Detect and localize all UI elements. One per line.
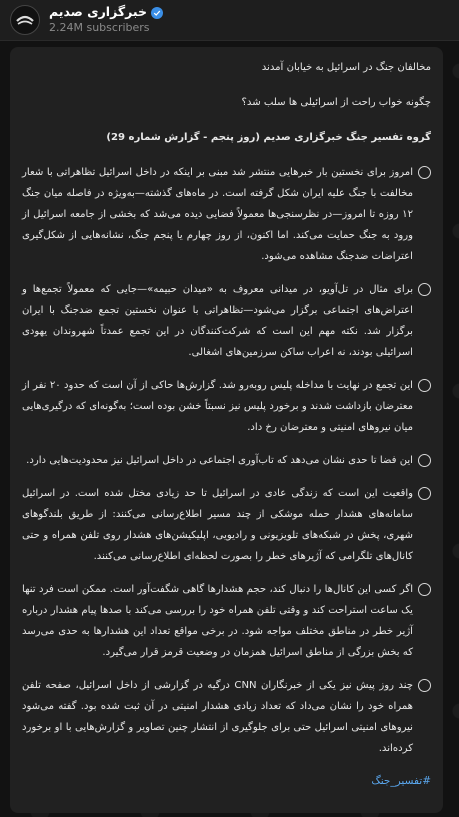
emoji-bullet-icon [418, 454, 431, 467]
message-question: چگونه خواب راحت از اسرائیلی ها سلب شد؟ [241, 97, 431, 108]
message-bubble[interactable] [10, 47, 443, 813]
verified-check-icon [151, 7, 163, 19]
message-paragraph [22, 162, 431, 267]
message-paragraph [22, 450, 431, 471]
emoji-bullet-icon [418, 166, 431, 179]
message-paragraph [22, 375, 431, 438]
subscriber-count: 2.24M subscribers [49, 20, 150, 34]
paragraph-text: برای مثال در تل‌آویو، در میدانی معروف به «میدان حبیمه»—جایی که معمولاً تجمع‌ها و اعتراض‌های اجتماعی برگزار می‌شود—تظاهراتی با عنوان نخستین تجمع ضدجنگ با ایران برگزار شد. نکته مهم این است که شرکت‌کنندگان در این تجمع عمدتاً شهروندان یهودی اسرائیلی بودند، نه اعراب ساکن سرزمین‌های اشغالی. [22, 284, 413, 358]
paragraph-text: واقعیت این است که زندگی عادی در اسرائیل تا حد زیادی مختل شده است. در اسرائیل سامانه‌های هشدار حمله موشکی از چند مسیر اطلاع‌رسانی می‌کنند: از طریق بلندگوهای شهری، پخش در شبکه‌های تلویزیونی و رادیویی، اپلیکیشن‌های هشدار روی تلفن همراه و حتی کانال‌های تلگرامی که آژیرهای خطر را بصورت لحظه‌ای اطلاع‌رسانی می‌کنند. [22, 488, 413, 562]
emoji-bullet-icon [418, 679, 431, 692]
message-headline: مخالفان جنگ در اسرائیل به خیابان آمدند [261, 62, 431, 73]
logo-avatar-icon[interactable] [10, 5, 40, 35]
message-report-title: گروه تفسیر جنگ خبرگزاری صدیم (روز پنجم - گزارش شماره 29) [106, 132, 431, 143]
emoji-bullet-icon [418, 487, 431, 500]
paragraph-text: اگر کسی این کانال‌ها را دنبال کند، حجم هشدارها گاهی شگفت‌آور است. ممکن است فرد تنها یک ساعت استراحت کند و وقتی تلفن همراه خود را بررسی می‌کند با صدها پیام هشدار درباره آژیر خطر در مناطق مختلف مواجه شود. در برخی مواقع تعداد این هشدارها به حدی می‌رسد که بخش بزرگی از مناطق اسرائیل همزمان در وضعیت قرمز قرار می‌گیرد. [22, 584, 413, 658]
paragraph-text: امروز برای نخستین بار خبرهایی منتشر شد مبنی بر اینکه در داخل اسرائیل تظاهراتی با شعار مخالفت با جنگ علیه ایران شکل گرفته است. در ماه‌های گذشته—به‌ویژه در فاصله میان جنگ ۱۲ روزه تا امروز—در نظرسنجی‌ها معمولاً فضایی دیده می‌شد که بخشی از جامعه اسرائیل از ورود به جنگ حمایت می‌کند. اما اکنون، از روز چهارم یا پنجم جنگ، نشانه‌هایی از شکل‌گیری اعتراضات ضدجنگ مشاهده می‌شود. [22, 167, 413, 262]
paragraph-text: این فضا تا حدی نشان می‌دهد که تاب‌آوری اجتماعی در داخل اسرائیل نیز محدودیت‌هایی دارد. [26, 455, 413, 466]
hashtag-link[interactable]: #تفسیر_جنگ [371, 775, 431, 787]
emoji-bullet-icon [418, 379, 431, 392]
paragraph-text: این تجمع در نهایت با مداخله پلیس روبه‌رو شد. گزارش‌ها حاکی از آن است که حدود ۲۰ نفر از معترضان بازداشت شدند و برخورد پلیس نیز نسبتاً خشن بوده است؛ به‌گونه‌ای که درگیری‌هایی میان نیروهای امنیتی و معترضان رخ داد. [22, 380, 413, 433]
emoji-bullet-icon [418, 283, 431, 296]
channel-title-row [49, 5, 163, 19]
message-paragraph [22, 483, 431, 567]
channel-name: خبرگزاری صدیم [49, 4, 148, 20]
message-paragraph [22, 579, 431, 663]
emoji-bullet-icon [418, 583, 431, 596]
paragraph-text: چند روز پیش نیز یکی از خبرنگاران CNN درگیه در گزارشی از داخل اسرائیل، صفحه تلفن همراه خود را نشان می‌داد که تعداد زیادی هشدار امنیتی در آن ثبت شده بود. گفته می‌شود نیروهای امنیتی اسرائیل حتی برای جلوگیری از انتشار چنین تصاویر و گزارش‌هایی با او برخورد کرده‌اند. [22, 680, 413, 754]
channel-header[interactable] [0, 0, 459, 41]
channel-info [49, 5, 163, 34]
message-paragraph [22, 279, 431, 363]
message-paragraph [22, 675, 431, 759]
